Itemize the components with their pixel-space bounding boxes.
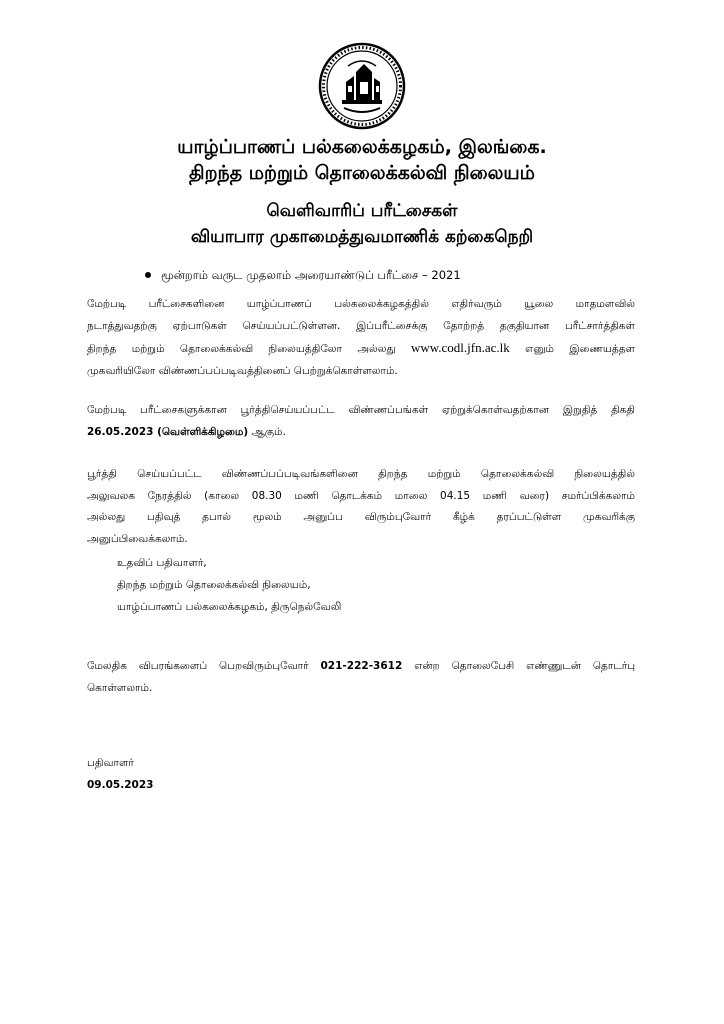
- para3-line1: பூர்த்தி செய்யப்பட்ட விண்ணப்பப்படிவங்களினை திறந்த மற்றும் தொலைக்கல்வி நிலையத்தில்: [87, 468, 635, 480]
- para4-line1-start: மேலதிக விபரங்களைப் பெறவிரும்புவோர்: [87, 660, 309, 672]
- header-block: [0, 134, 724, 186]
- closing-block: [87, 752, 153, 796]
- centre-name: திறந்த மற்றும் தொலைக்கல்வி நிலையம்: [189, 162, 535, 184]
- para2-line1: மேற்படி பரீட்சைகளுக்கான பூர்த்திசெய்யப்பட்ட விண்ணப்பங்கள் ஏற்றுக்கொள்வதற்கான இறுதித் திகதி: [87, 404, 635, 416]
- para1-line4: முகவரியிலோ விண்ணப்பப்படிவத்தினைப் பெற்றுக்கொள்ளலாம்.: [87, 364, 398, 377]
- para2-line2-tail: ஆகும்.: [248, 425, 286, 438]
- para1-line1: மேற்படி பரீட்சைகளினை யாழ்ப்பாணப் பல்கலைக்கழகத்தில் எதிர்வரும் யூலை மாதமளவில்: [87, 298, 635, 310]
- registrar-label: பதிவாளர்: [87, 757, 134, 769]
- para4-line1: [87, 656, 635, 678]
- signature-title: உதவிப் பதிவாளர்,: [117, 557, 207, 569]
- paragraph-contact: [87, 656, 635, 699]
- exam-bullet: [145, 267, 461, 283]
- signature-university: யாழ்ப்பாணப் பல்கலைக்கழகம், திருநெல்வேலி: [117, 601, 342, 613]
- para3-line3: அல்லது பதிவுத் தபால் மூலம் அனுப்ப விரும்புவோர் கீழ்க் தரப்பட்டுள்ள முகவரிக்கு: [87, 511, 635, 523]
- para4-line2: கொள்ளலாம்.: [87, 681, 153, 694]
- para1-line3-start: திறந்த மற்றும் தொலைக்கல்வி நிலையத்திலோ அல்லது: [87, 343, 396, 355]
- para1-line3-end: எனும் இணையத்தள: [525, 343, 635, 355]
- paragraph-submission: [87, 464, 635, 550]
- exam-title: வெளிவாரிப் பரீட்சைகள்: [266, 201, 458, 221]
- programme-title: வியாபார முகாமைத்துவமாணிக் கற்கைநெறி: [190, 227, 534, 247]
- para3-line2: அலுவலக நேரத்தில் (காலை 08.30 மணி தொடக்கம் மாலை 04.15 மணி வரை) சமர்ப்பிக்கலாம்: [87, 489, 635, 502]
- signature-block: [117, 552, 341, 618]
- bullet-text: மூன்றாம் வருட முதலாம் அரையாண்டுப் பரீட்சை – 2021: [161, 268, 461, 282]
- phone-number: 021-222-3612: [320, 660, 403, 672]
- deadline-date: 26.05.2023 (வெள்ளிக்கிழமை): [87, 425, 249, 438]
- para1-line3: [87, 337, 635, 361]
- university-name: யாழ்ப்பாணப் பல்கலைக்கழகம், இலங்கை.: [177, 136, 547, 158]
- paragraph-application-info: [87, 294, 635, 382]
- bullet-icon: [145, 272, 151, 278]
- paragraph-deadline: [87, 400, 635, 443]
- para4-line1-end: என்ற தொலைபேசி எண்ணுடன் தொடர்பு: [414, 660, 635, 672]
- issue-date: 09.05.2023: [87, 779, 154, 791]
- para2-line2: [87, 422, 635, 444]
- para3-line4: அனுப்பிவைக்கலாம்.: [87, 532, 188, 545]
- exam-heading-block: [0, 198, 724, 250]
- signature-centre: திறந்த மற்றும் தொலைக்கல்வி நிலையம்,: [117, 579, 311, 591]
- para1-line2: நடாத்துவதற்கு ஏற்பாடுகள் செய்யப்பட்டுள்ளன. இப்பரீட்சைக்கு தோற்றத் தகுதியான பரீட்சார்த்திகள்: [87, 319, 635, 332]
- university-seal-icon: [318, 42, 406, 130]
- website-link[interactable]: www.codl.jfn.ac.lk: [410, 340, 510, 355]
